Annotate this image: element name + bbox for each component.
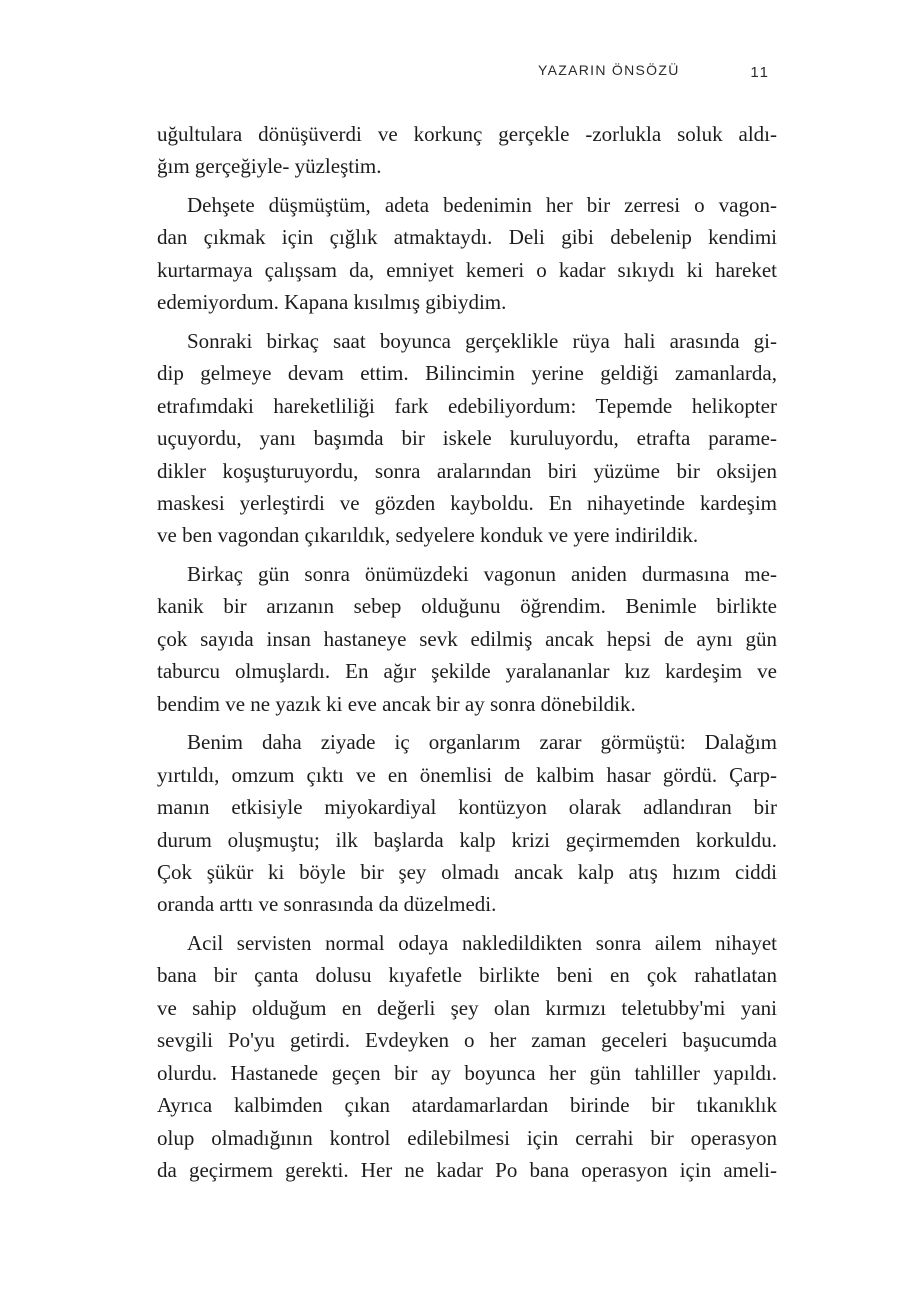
text-line: Benim daha ziyade iç organlarım zarar görmüştü: Dalağım	[187, 730, 777, 755]
text-line: maskesi yerleştirdi ve gözden kayboldu. En nihayetinde kardeşim	[157, 490, 777, 515]
text-line: kanik bir arızanın sebep olduğunu öğrendim. Benimle birlikte	[157, 594, 777, 619]
text-line: ve ben vagondan çıkarıldık, sedyelere konduk ve yere indirildik.	[157, 523, 699, 548]
text-line: Çok şükür ki böyle bir şey olmadı ancak kalp atış hızım ciddi	[157, 859, 777, 884]
text-line: ve sahip olduğum en değerli şey olan kırmızı teletubby'mi yani	[157, 995, 777, 1020]
text-line: bana bir çanta dolusu kıyafetle birlikte beni en çok rahatlatan	[157, 963, 777, 988]
text-line: da geçirmem gerekti. Her ne kadar Po bana operasyon için ameli-	[157, 1158, 777, 1183]
text-line: Birkaç gün sonra önümüzdeki vagonun aniden durmasına me-	[187, 561, 777, 586]
text-line: dikler koşuşturuyordu, sonra aralarından biri yüzüme bir oksijen	[157, 458, 777, 483]
paragraph	[157, 927, 777, 1187]
text-line: sevgili Po'yu getirdi. Evdeyken o her zaman geceleri başucumda	[157, 1028, 777, 1053]
text-line: oranda arttı ve sonrasında da düzelmedi.	[157, 892, 497, 917]
page-number: 11	[750, 64, 770, 81]
paragraph	[157, 189, 777, 319]
text-line: uğultulara dönüşüverdi ve korkunç gerçekle -zorlukla soluk aldı-	[157, 122, 777, 146]
text-line: Ayrıca kalbimden çıkan atardamarlardan birinde bir tıkanıklık	[157, 1093, 777, 1118]
text-line: çok sayıda insan hastaneye sevk edilmiş ancak hepsi de aynı gün	[157, 626, 777, 651]
text-line: dip gelmeye devam ettim. Bilincimin yerine geldiği zamanlarda,	[157, 361, 777, 386]
chapter-title: YAZARIN ÖNSÖZÜ	[538, 62, 680, 78]
paragraph	[157, 325, 777, 552]
text-line: bendim ve ne yazık ki eve ancak bir ay sonra dönebildik.	[157, 691, 636, 716]
body-text	[157, 118, 777, 1187]
text-line: dan çıkmak için çığlık atmaktaydı. Deli gibi debelenip kendimi	[157, 225, 777, 250]
paragraph	[157, 558, 777, 720]
text-line: ğım gerçeğiyle- yüzleştim.	[157, 154, 382, 179]
text-line: yırtıldı, omzum çıktı ve en önemlisi de kalbim hasar gördü. Çarp-	[157, 762, 777, 787]
text-line: kurtarmaya çalışsam da, emniyet kemeri o kadar sıkıydı ki hareket	[157, 257, 777, 282]
running-header	[538, 62, 770, 86]
text-line: olup olmadığının kontrol edilebilmesi için cerrahi bir operasyon	[157, 1125, 777, 1150]
paragraph	[157, 118, 777, 183]
text-line: Dehşete düşmüştüm, adeta bedenimin her bir zerresi o vagon-	[187, 192, 777, 217]
text-line: Acil servisten normal odaya nakledildikten sonra ailem nihayet	[187, 930, 777, 955]
text-line: durum oluşmuştu; ilk başlarda kalp krizi geçirmemden korkuldu.	[157, 827, 777, 852]
paragraph	[157, 726, 777, 921]
text-line: uçuyordu, yanı başımda bir iskele kuruluyordu, etrafta parame-	[157, 426, 777, 451]
text-line: etrafımdaki hareketliliği fark edebiliyordum: Tepemde helikopter	[157, 393, 777, 418]
text-line: olurdu. Hastanede geçen bir ay boyunca her gün tahliller yapıldı.	[157, 1060, 777, 1085]
text-line: Sonraki birkaç saat boyunca gerçeklikle rüya hali arasında gi-	[187, 328, 777, 353]
text-line: manın etkisiyle miyokardiyal kontüzyon olarak adlandıran bir	[157, 795, 777, 820]
text-line: edemiyordum. Kapana kısılmış gibiydim.	[157, 290, 507, 315]
text-line: taburcu olmuşlardı. En ağır şekilde yaralananlar kız kardeşim ve	[157, 659, 777, 684]
